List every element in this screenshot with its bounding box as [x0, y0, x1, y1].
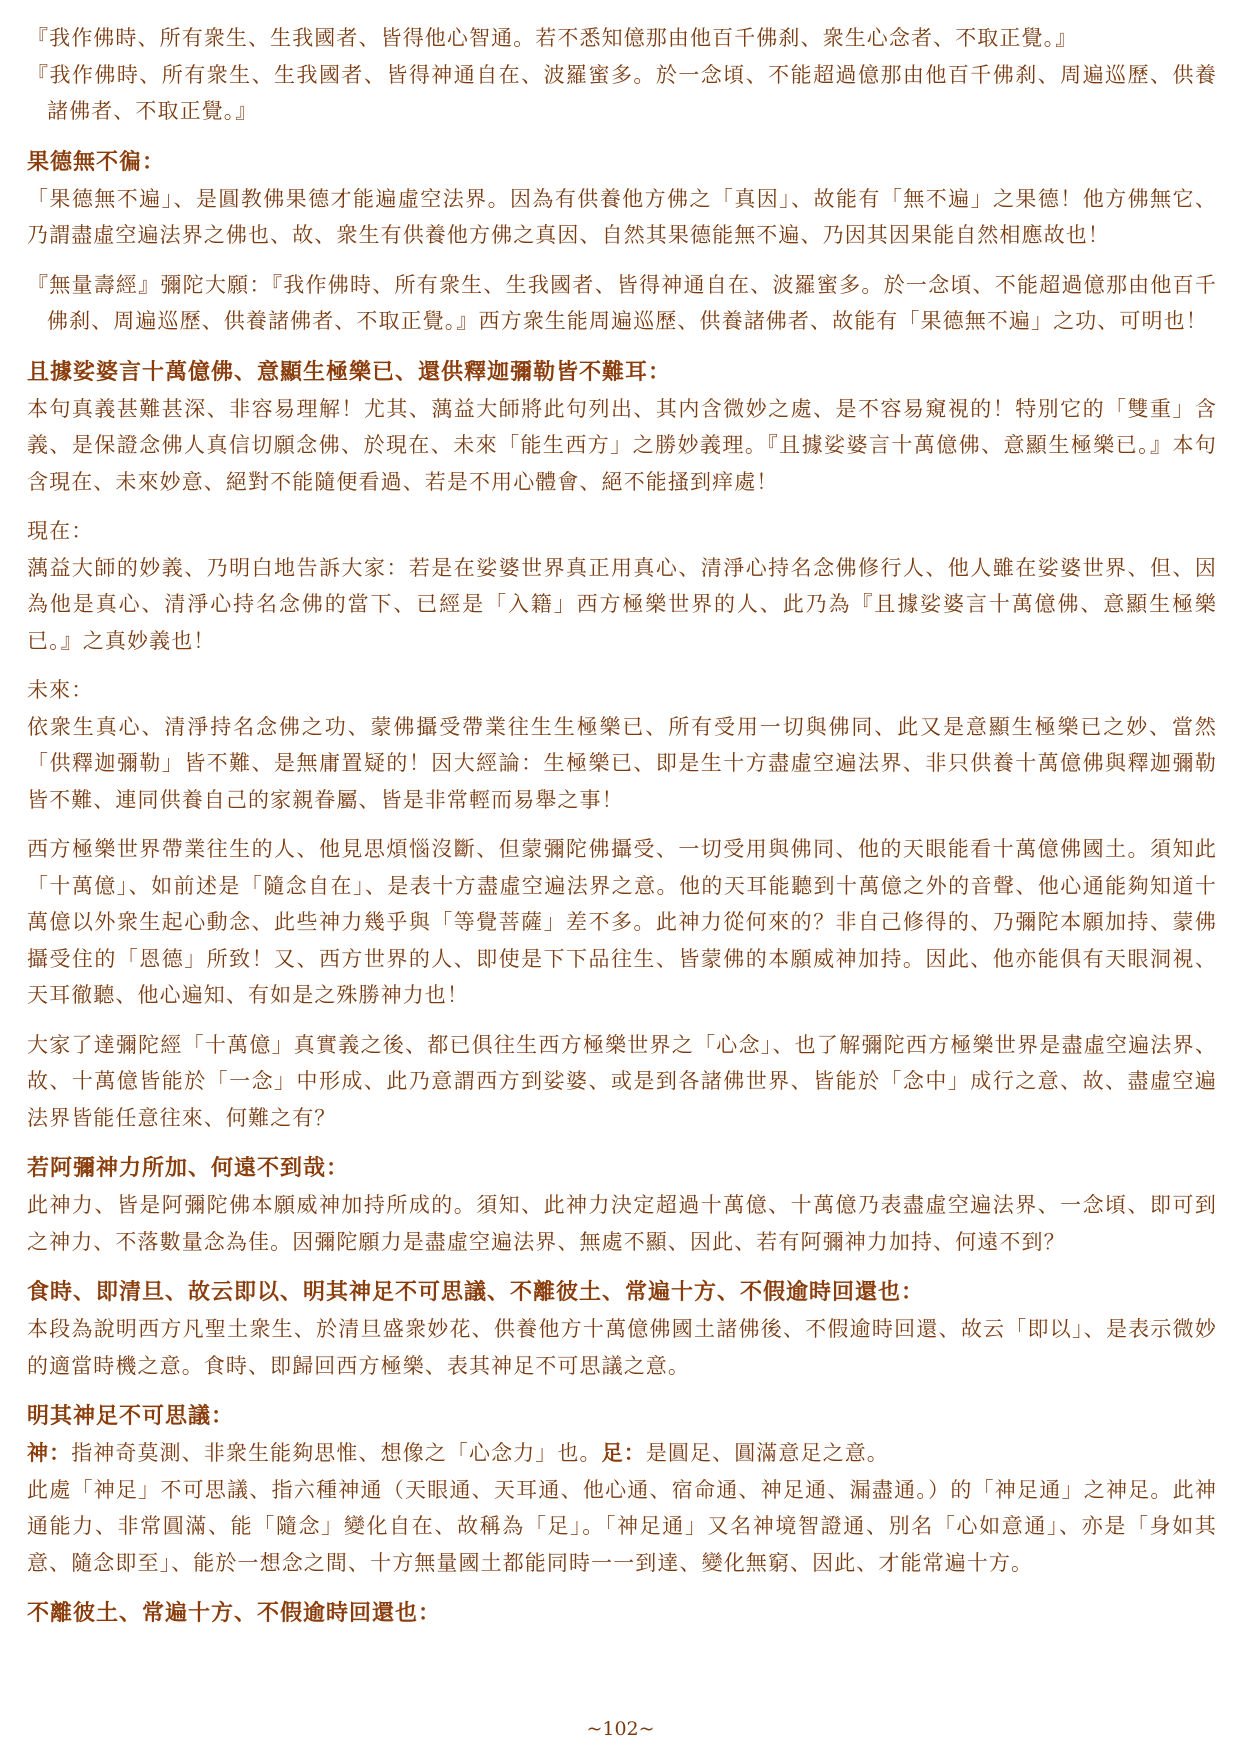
section-heading-amituo-power: 若阿彌神力所加、何遠不到哉：: [27, 1155, 350, 1181]
section-heading-mealtime: 食時、即清旦、故云即以、明其神足不可思議、不離彼土、常遍十方、不假逾時回還也：: [27, 1279, 925, 1305]
paragraph: 本段為說明西方凡聖土衆生、於清旦盛衆妙花、供養他方十萬億佛國土諸佛後、不假逾時回還、故云「即以」、是表示微妙的適當時機之意。食時、即歸回西方極樂、表其神足不可思議之意。: [27, 1317, 1217, 1378]
section-heading-guode: 果德無不徧：: [27, 148, 166, 175]
paragraph: 蕅益大師的妙義、乃明白地告訴大家：若是在娑婆世界真正用真心、清淨心持名念佛修行人、他人雖在娑婆世界、但、因為他是真心、清淨心持名念佛的當下、已經是「入籍」西方極樂世界的人、此乃為『且據娑婆言十萬億佛、意顯生極樂已。』之真妙義也！: [27, 555, 1217, 653]
section-heading-shenzu: 明其神足不可思議：: [27, 1403, 235, 1429]
sutra-quote-paragraph: 『無量壽經』彌陀大願：『我作佛時、所有衆生、生我國者、皆得神通自在、波羅蜜多。於一念頃、不能超過億那由他百千佛刹、周遍巡歷、供養諸佛者、不取正覺。』西方衆生能周遍巡歷、供養諸佛者、故能有「果德無不遍」之功、可明也！: [27, 272, 1217, 333]
paragraph: 西方極樂世界帶業往生的人、他見思煩惱沒斷、但蒙彌陀佛攝受、一切受用與佛同、他的天眼能看十萬億佛國土。須知此「十萬億」、如前述是「隨念自在」、是表十方盡虛空遍法界之意。他的天耳能聽到十萬億之外的音聲、他心通能夠知道十萬億以外衆生起心動念、此些神力幾乎與「等覺菩薩」差不多。此神力從何來的？非自己修得的、乃彌陀本願加持、蒙佛攝受住的「恩德」所致！又、西方世界的人、即使是下下品往生、皆蒙佛的本願威神加持。因此、他亦能俱有天眼洞視、天耳徹聽、他心遍知、有如是之殊勝神力也！: [27, 837, 1217, 1007]
paragraph: 「果德無不遍」、是圓教佛果德才能遍虛空法界。因為有供養他方佛之「真因」、故能有「無不遍」之果德！他方佛無它、乃謂盡虛空遍法界之佛也、故、衆生有供養他方佛之真因、自然其果德能無不遍、乃因其因果能自然相應故也！: [27, 186, 1217, 247]
page-number: ~102~: [586, 1718, 655, 1740]
term-zu: 足：: [601, 1440, 646, 1465]
section-heading-bu-li-bi-tu: 不離彼土、常遍十方、不假逾時回還也：: [27, 1600, 442, 1626]
paragraph: 本句真義甚難甚深、非容易理解！尤其、蕅益大師將此句列出、其内含微妙之處、是不容易窺視的！特別它的「雙重」含義、是保證念佛人真信切願念佛、於現在、未來「能生西方」之勝妙義理。『且據娑婆言十萬億佛、意顯生極樂已。』本句含現在、未來妙意、絕對不能隨便看過、若是不用心體會、絕不能搔到痒處！: [27, 396, 1217, 494]
term-shen: 神：: [27, 1440, 72, 1465]
paragraph: 此處「神足」不可思議、指六種神通（天眼通、天耳通、他心通、宿命通、神足通、漏盡通。）的「神足通」之神足。此神通能力、非常圓滿、能「隨念」變化自在、故稱為「足」。「神足通」又名神境智證通、別名「心如意通」、亦是「身如其意、隨念即至」、能於一想念之間、十方無量國土都能同時一一到達、變化無窮、因此、才能常遍十方。: [27, 1477, 1217, 1575]
page-body: [27, 20, 1217, 1632]
definition-shen: 指神奇莫測、非衆生能夠思惟、想像之「心念力」也。: [71, 1441, 602, 1465]
definition-line: [27, 1435, 1217, 1472]
paragraph: 此神力、皆是阿彌陀佛本願威神加持所成的。須知、此神力決定超過十萬億、十萬億乃表盡虛空遍法界、一念頃、即可到之神力、不落數量念為佳。因彌陀願力是盡虛空遍法界、無處不顯、因此、若有阿彌神力加持、何遠不到？: [27, 1193, 1217, 1254]
label-future: 未來：: [27, 678, 94, 702]
label-present: 現在：: [27, 519, 94, 543]
paragraph: 依衆生真心、清淨持名念佛之功、蒙佛攝受帶業往生生極樂已、所有受用一切與佛同、此又是意顯生極樂已之妙、當然「供釋迦彌勒」皆不難、是無庸置疑的！因大經論：生極樂已、即是生十方盡虛空遍法界、非只供養十萬億佛與釋迦彌勒皆不難、連同供養自己的家親眷屬、皆是非常輕而易舉之事！: [27, 714, 1217, 812]
vow-quote-1: 『我作佛時、所有衆生、生我國者、皆得他心智通。若不悉知億那由他百千佛刹、衆生心念者、不取正覺。』: [27, 26, 1078, 50]
definition-zu: 是圓足、圓滿意足之意。: [645, 1441, 889, 1465]
vow-quote-2: 『我作佛時、所有衆生、生我國者、皆得神通自在、波羅蜜多。於一念頃、不能超過億那由他百千佛刹、周遍巡歷、供養諸佛者、不取正覺。』: [27, 62, 1217, 123]
section-heading-saha: 且據娑婆言十萬億佛、意顯生極樂已、還供釋迦彌勒皆不難耳：: [27, 358, 672, 385]
paragraph: 大家了達彌陀經「十萬億」真實義之後、都已俱往生西方極樂世界之「心念」、也了解彌陀西方極樂世界是盡虛空遍法界、故、十萬億皆能於「一念」中形成、此乃意謂西方到娑婆、或是到各諸佛世界、皆能於「念中」成行之意、故、盡虛空遍法界皆能任意往來、何難之有？: [27, 1032, 1217, 1130]
